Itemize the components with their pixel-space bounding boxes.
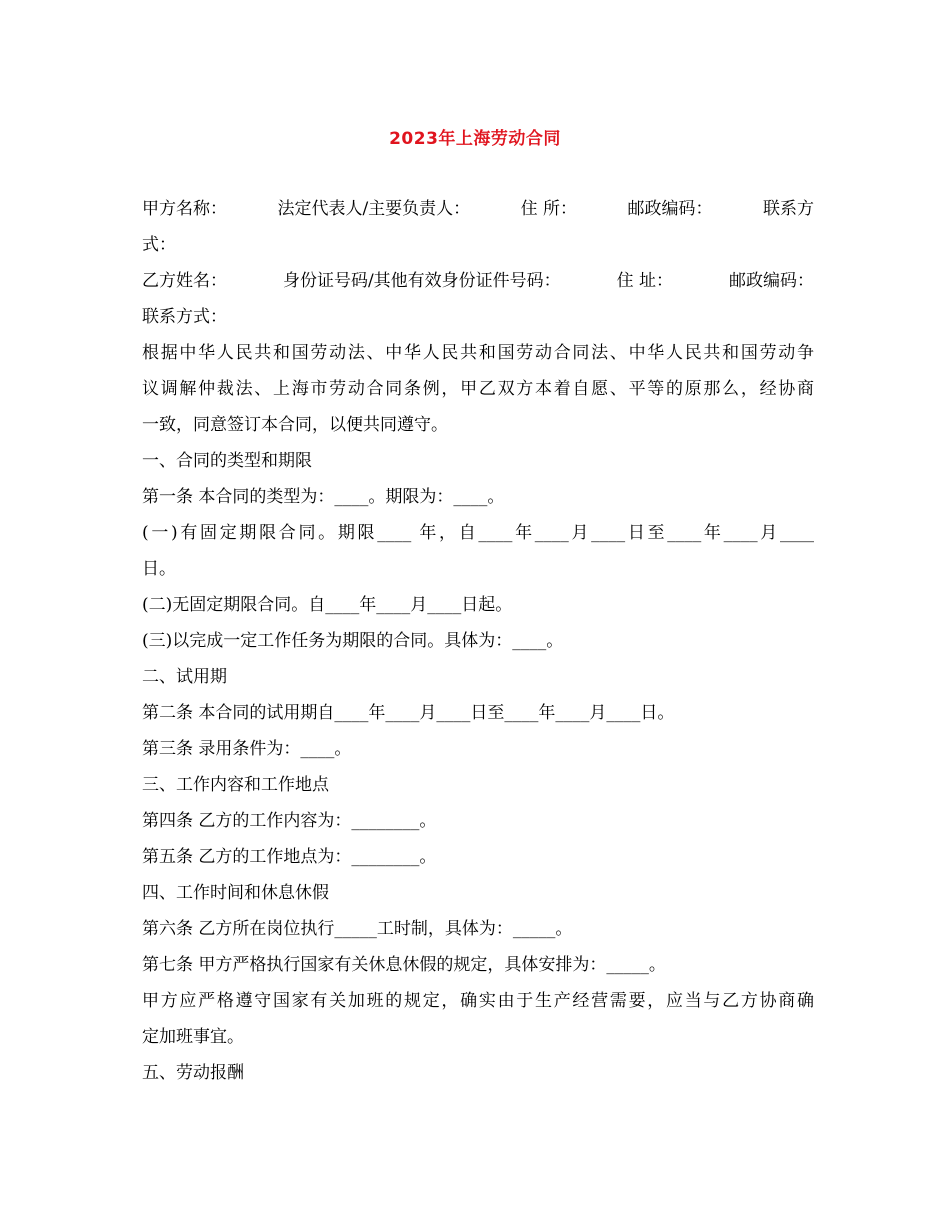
article-1: 第一条 本合同的类型为：____。期限为：____。 [142,487,505,507]
party-a-contact-label: 联系方 [762,199,814,219]
party-b-id-label: 身份证号码/其他有效身份证件号码： [282,271,561,291]
section-1-heading: 一、合同的类型和期限 [142,451,312,471]
article-1-option-3: (三)以完成一定工作任务为期限的合同。具体为：____。 [142,631,564,651]
article-1-option-2: (二)无固定期限合同。自____年____月____日起。 [142,595,513,615]
section-4-heading: 四、工作时间和休息休假 [142,883,329,903]
intro-line-1: 根据中华人民共和国劳动法、中华人民共和国劳动合同法、中华人民共和国劳动争 [142,343,814,363]
article-3: 第三条 录用条件为：____。 [142,739,352,759]
article-1-option-1-cont: 日。 [142,559,176,579]
party-b-fields [142,263,814,299]
article-2: 第二条 本合同的试用期自____年____月____日至____年____月____日。 [142,703,675,723]
document-title: 2023年上海劳动合同 [389,129,561,149]
party-a-fields [142,191,814,227]
article-1-option-1: (一)有固定期限合同。期限____ 年，自____年____月____日至____年____月____ [142,523,814,543]
party-a-contact-wrap: 式： [142,235,176,255]
section-5-heading: 五、劳动报酬 [142,1063,244,1083]
article-4: 第四条 乙方的工作内容为：________。 [142,811,437,831]
party-b-address-label: 住 址： [616,271,674,291]
overtime-line-1: 甲方应严格遵守国家有关加班的规定，确实由于生产经营需要，应当与乙方协商确 [142,991,814,1011]
party-b-name-label: 乙方姓名： [142,271,227,291]
party-a-representative-label: 法定代表人/主要负责人： [277,199,471,219]
party-a-name-label: 甲方名称： [142,199,227,219]
intro-line-2: 议调解仲裁法、上海市劳动合同条例，甲乙双方本着自愿、平等的原那么，经协商 [142,379,814,399]
intro-line-3: 一致，同意签订本合同，以便共同遵守。 [142,415,448,435]
section-3-heading: 三、工作内容和工作地点 [142,775,329,795]
article-7: 第七条 甲方严格执行国家有关休息休假的规定，具体安排为：_____。 [142,955,666,975]
party-b-postcode-label: 邮政编码： [729,271,814,291]
overtime-line-2: 定加班事宜。 [142,1027,244,1047]
party-a-address-label: 住 所： [520,199,578,219]
article-6: 第六条 乙方所在岗位执行_____工时制，具体为：_____。 [142,919,573,939]
article-5: 第五条 乙方的工作地点为：________。 [142,847,437,867]
party-a-postcode-label: 邮政编码： [627,199,713,219]
contract-body [142,191,814,1091]
section-2-heading: 二、试用期 [142,667,227,687]
party-b-contact-label: 联系方式： [142,307,227,327]
